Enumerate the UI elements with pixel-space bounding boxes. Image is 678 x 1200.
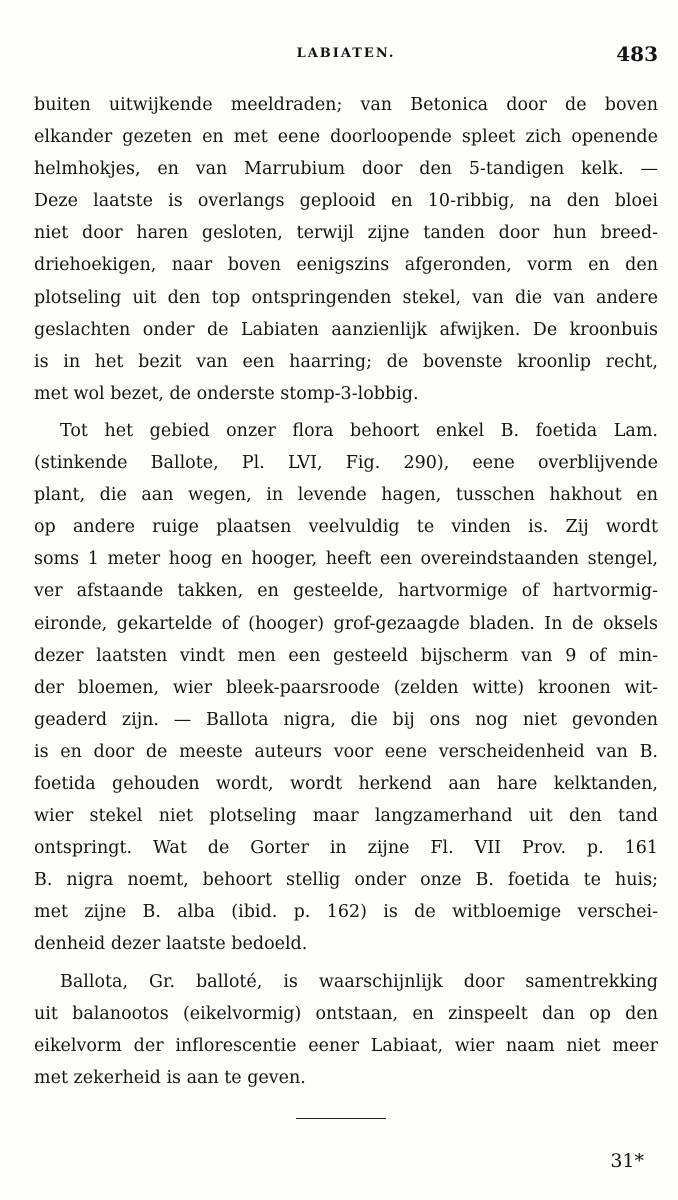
- running-title: LABIATEN.: [296, 46, 396, 61]
- text-line: ontspringt. Wat de Gorter in zijne Fl. VII Prov. p. 161: [34, 838, 658, 859]
- text-line: is en door de meeste auteurs voor eene verscheidenheid van B.: [34, 741, 658, 762]
- text-line: ver afstaande takken, en gesteelde, hartvormige of hartvormig-: [34, 581, 658, 602]
- book-page: [34, 0, 658, 1200]
- text-line: buiten uitwijkende meeldraden; van Betonica door de boven: [34, 95, 658, 115]
- text-line: der bloemen, wier bleek-paarsroode (zelden witte) kroonen wit-: [34, 677, 658, 698]
- section-separator-rule: [296, 1118, 386, 1119]
- text-line: elkander gezeten en met eene doorloopende spleet zich openende: [34, 127, 658, 148]
- body-text: [34, 89, 658, 1094]
- signature-mark: 31*: [610, 1150, 644, 1172]
- text-line: geaderd zijn. — Ballota nigra, die bij ons nog niet gevonden: [34, 709, 658, 730]
- text-line: Ballota, Gr. balloté, is waarschijnlijk door samentrekking: [60, 971, 658, 992]
- running-head: [34, 42, 658, 70]
- text-line: denheid dezer laatste bedoeld.: [34, 934, 308, 955]
- text-line: soms 1 meter hoog en hooger, heeft een overeindstaanden stengel,: [34, 549, 658, 570]
- text-line: plotseling uit den top ontspringenden stekel, van die van andere: [34, 287, 658, 308]
- page-number: 483: [616, 42, 658, 66]
- text-line: met zijne B. alba (ibid. p. 162) is de witbloemige verschei-: [34, 902, 658, 923]
- text-line: met wol bezet, de onderste stomp-3-lobbig.: [34, 383, 419, 404]
- text-line: B. nigra noemt, behoort stellig onder onze B. foetida te huis;: [34, 870, 658, 891]
- text-line: uit balanootos (eikelvormig) ontstaan, en zinspeelt dan op den: [34, 1003, 658, 1024]
- text-line: met zekerheid is aan te geven.: [34, 1067, 306, 1088]
- text-line: plant, die aan wegen, in levende hagen, tusschen hakhout en: [34, 485, 658, 506]
- text-line: Deze laatste is overlangs geplooid en 10-ribbig, na den bloei: [34, 191, 658, 212]
- text-line: driehoekigen, naar boven eenigszins afgeronden, vorm en den: [34, 255, 658, 276]
- text-line: Tot het gebied onzer flora behoort enkel B. foetida Lam.: [60, 420, 658, 441]
- text-line: op andere ruige plaatsen veelvuldig te vinden is. Zij wordt: [34, 517, 658, 538]
- text-line: dezer laatsten vindt men een gesteeld bijscherm van 9 of min-: [34, 645, 658, 666]
- text-line: geslachten onder de Labiaten aanzienlijk afwijken. De kroonbuis: [34, 319, 658, 340]
- text-line: is in het bezit van een haarring; de bovenste kroonlip recht,: [34, 351, 658, 372]
- text-line: eironde, gekartelde of (hooger) grof-gezaagde bladen. In de oksels: [34, 613, 658, 634]
- text-line: niet door haren gesloten, terwijl zijne tanden door hun breed-: [34, 223, 658, 244]
- text-line: helmhokjes, en van Marrubium door den 5-tandigen kelk. —: [34, 159, 658, 180]
- text-line: wier stekel niet plotseling maar langzamerhand uit den tand: [34, 806, 658, 827]
- text-line: (stinkende Ballote, Pl. LVI, Fig. 290), eene overblijvende: [34, 453, 658, 474]
- text-line: foetida gehouden wordt, wordt herkend aan hare kelktanden,: [34, 773, 658, 794]
- text-line: eikelvorm der inflorescentie eener Labiaat, wier naam niet meer: [34, 1035, 658, 1056]
